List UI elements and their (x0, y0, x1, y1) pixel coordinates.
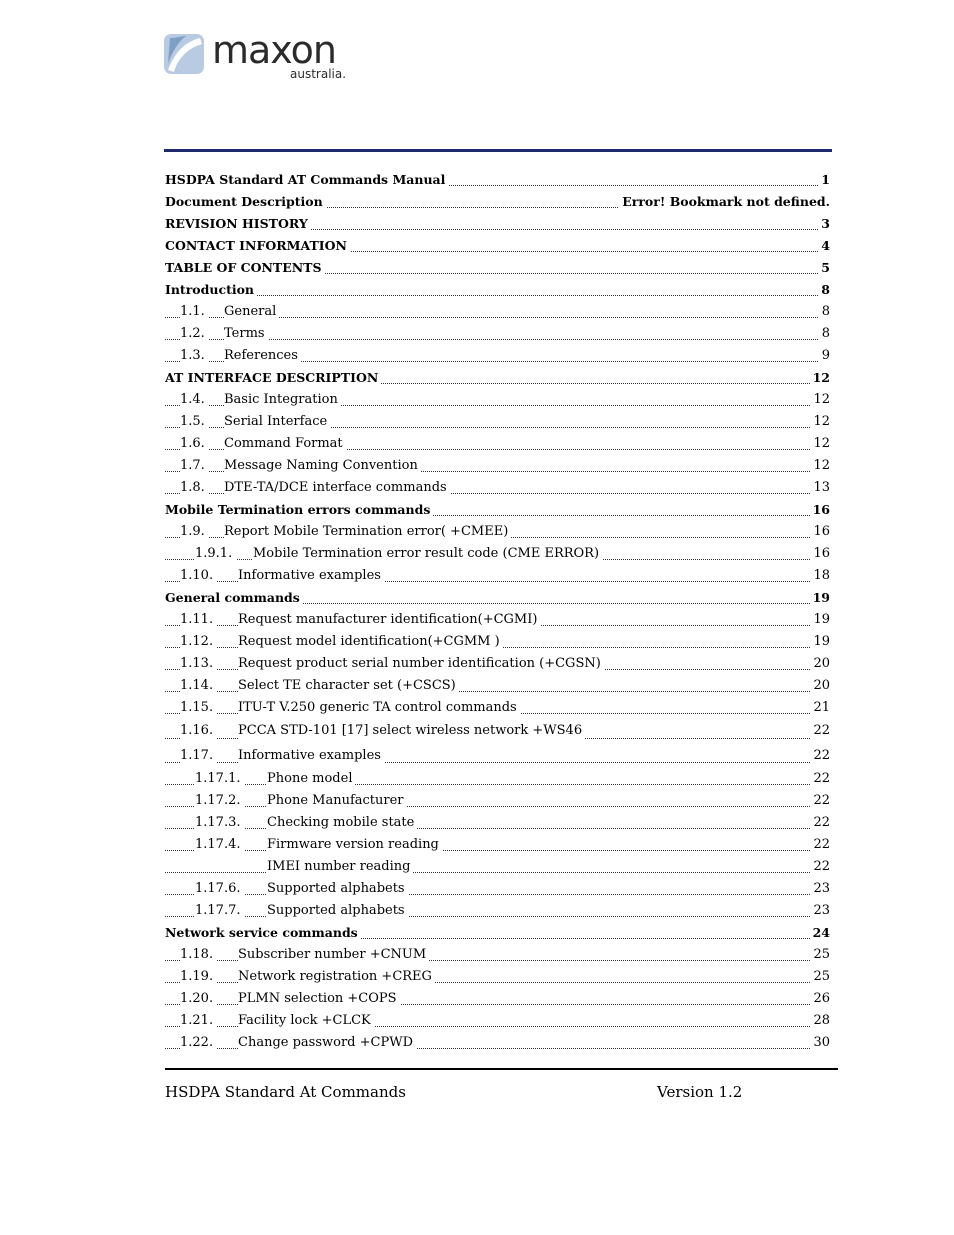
toc-entry-title: HSDPA Standard AT Commands Manual (165, 169, 448, 191)
toc-entry-title: Terms (224, 323, 268, 345)
toc-entry-page: 1 (818, 169, 830, 191)
toc-entry-title: Network service commands (165, 922, 361, 944)
toc-entry-title: Report Mobile Termination error( +CMEE) (224, 521, 511, 543)
toc-entry-title: Serial Interface (224, 411, 330, 433)
toc-entry[interactable] (165, 1010, 830, 1032)
toc-entry-number: 1.17.2. (195, 790, 244, 812)
toc-entry-number: 1.16. (180, 719, 217, 744)
toc-entry[interactable] (165, 719, 830, 744)
toc-entry[interactable] (165, 790, 830, 812)
toc-entry[interactable] (165, 812, 830, 834)
logo-wordmark: maxon (212, 28, 336, 72)
toc-entry-page: 23 (810, 900, 830, 922)
toc-entry-page: 12 (810, 455, 830, 477)
toc-entry-title: References (224, 345, 301, 367)
toc-entry-number: 1.2. (180, 323, 209, 345)
toc-dot-leader (165, 295, 830, 296)
toc-entry-number: 1.15. (180, 697, 217, 719)
toc-entry-page: 8 (818, 279, 830, 301)
toc-entry[interactable] (165, 367, 830, 389)
toc-entry-page: 12 (810, 367, 830, 389)
toc-entry-title: CONTACT INFORMATION (165, 235, 350, 257)
toc-entry-page: 12 (810, 411, 830, 433)
toc-entry-title: Change password +CPWD (238, 1032, 416, 1054)
toc-entry-page: 19 (810, 609, 830, 631)
toc-entry[interactable] (165, 944, 830, 966)
toc-entry-title: Request manufacturer identification(+CGMI) (238, 609, 540, 631)
toc-entry-title: Facility lock +CLCK (238, 1010, 374, 1032)
toc-entry-page: 18 (810, 565, 830, 587)
toc-entry[interactable] (165, 213, 830, 235)
toc-entry-title: Document Description (165, 191, 326, 213)
toc-entry[interactable] (165, 433, 830, 455)
toc-entry[interactable] (165, 697, 830, 719)
toc-entry-title: Informative examples (238, 565, 384, 587)
toc-entry-title: Supported alphabets (267, 878, 408, 900)
toc-entry-number: 1.17.1. (195, 768, 244, 790)
toc-entry[interactable] (165, 834, 830, 856)
toc-entry[interactable] (165, 900, 830, 922)
toc-entry-page: Error! Bookmark not defined. (619, 191, 830, 213)
toc-entry-title: Checking mobile state (267, 812, 417, 834)
toc-dot-leader (165, 806, 830, 807)
maxon-logo-mark-icon (164, 34, 204, 74)
toc-entry-number: 1.12. (180, 631, 217, 653)
toc-dot-leader (165, 916, 830, 917)
toc-entry[interactable] (165, 878, 830, 900)
toc-entry-number: 1.5. (180, 411, 209, 433)
toc-entry-number: 1.18. (180, 944, 217, 966)
toc-entry[interactable] (165, 389, 830, 411)
toc-entry-page: 8 (819, 301, 830, 323)
toc-entry-page: 22 (810, 812, 830, 834)
toc-entry-title: Phone model (267, 768, 355, 790)
toc-entry-page: 12 (810, 433, 830, 455)
toc-entry-title: PCCA STD-101 [17] select wireless network +WS46 (238, 719, 585, 744)
toc-entry-number: 1.13. (180, 653, 217, 675)
toc-entry-title: REVISION HISTORY (165, 213, 311, 235)
toc-entry[interactable] (165, 744, 830, 769)
toc-entry-page: 22 (810, 856, 830, 878)
toc-entry-page: 16 (810, 499, 830, 521)
toc-entry[interactable] (165, 768, 830, 790)
toc-entry-title: Firmware version reading (267, 834, 442, 856)
toc-entry-number: 1.22. (180, 1032, 217, 1054)
toc-entry-title: Basic Integration (224, 389, 341, 411)
toc-entry[interactable] (165, 543, 830, 565)
toc-entry[interactable] (165, 323, 830, 345)
toc-entry-page: 8 (819, 323, 830, 345)
toc-entry-page: 9 (819, 345, 830, 367)
toc-entry-number: 1.9.1. (195, 543, 236, 565)
toc-entry-number: 1.17.6. (195, 878, 244, 900)
toc-entry-number: 1.6. (180, 433, 209, 455)
toc-entry-number: 1.19. (180, 966, 217, 988)
toc-entry-title: Mobile Termination errors commands (165, 499, 433, 521)
toc-entry-number: 1.17.7. (195, 900, 244, 922)
toc-entry[interactable] (165, 675, 830, 697)
toc-entry-number: 1.8. (180, 477, 209, 499)
toc-entry-page: 13 (810, 477, 830, 499)
toc-entry-title: Request product serial number identification (+CGSN) (238, 653, 604, 675)
toc-entry[interactable] (165, 455, 830, 477)
toc-entry[interactable] (165, 191, 830, 213)
toc-entry-page: 19 (810, 631, 830, 653)
toc-entry-number: 1.17. (180, 744, 217, 769)
toc-entry-page: 23 (810, 878, 830, 900)
toc-entry[interactable] (165, 477, 830, 499)
toc-entry[interactable] (165, 922, 830, 944)
toc-entry-number: 1.21. (180, 1010, 217, 1032)
toc-entry-page: 21 (810, 697, 830, 719)
toc-entry-title: Network registration +CREG (238, 966, 435, 988)
toc-entry-page: 24 (810, 922, 830, 944)
toc-entry-title: Message Naming Convention (224, 455, 421, 477)
toc-entry[interactable] (165, 411, 830, 433)
footer-rule (165, 1068, 838, 1070)
toc-entry-page: 22 (810, 744, 830, 769)
toc-entry-title: PLMN selection +COPS (238, 988, 400, 1010)
toc-entry-title: Phone Manufacturer (267, 790, 407, 812)
toc-dot-leader (165, 872, 830, 873)
toc-entry-title: General commands (165, 587, 303, 609)
toc-dot-leader (165, 828, 830, 829)
toc-entry-page: 5 (818, 257, 830, 279)
toc-entry-page: 28 (810, 1010, 830, 1032)
toc-entry-number: 1.11. (180, 609, 217, 631)
toc-entry[interactable] (165, 988, 830, 1010)
toc-entry-page: 3 (818, 213, 830, 235)
toc-entry-title: ITU-T V.250 generic TA control commands (238, 697, 520, 719)
toc-entry-page: 16 (810, 521, 830, 543)
toc-dot-leader (165, 784, 830, 785)
toc-entry-title: Request model identification(+CGMM ) (238, 631, 503, 653)
toc-entry-number: 1.7. (180, 455, 209, 477)
toc-entry-page: 25 (810, 966, 830, 988)
toc-entry[interactable] (165, 345, 830, 367)
toc-entry-title: DTE-TA/DCE interface commands (224, 477, 450, 499)
toc-entry[interactable] (165, 631, 830, 653)
toc-entry-page: 22 (810, 834, 830, 856)
toc-entry-page: 19 (810, 587, 830, 609)
toc-entry-title: IMEI number reading (267, 856, 413, 878)
toc-entry-page: 26 (810, 988, 830, 1010)
toc-entry-number: 1.9. (180, 521, 209, 543)
toc-entry[interactable] (165, 499, 830, 521)
toc-entry-number: 1.14. (180, 675, 217, 697)
toc-entry[interactable] (165, 169, 830, 191)
toc-entry-page: 16 (810, 543, 830, 565)
toc-entry-title: Command Format (224, 433, 346, 455)
toc-entry-page: 20 (810, 675, 830, 697)
toc-entry[interactable] (165, 565, 830, 587)
toc-entry-number: 1.17.3. (195, 812, 244, 834)
header-rule (164, 149, 832, 152)
toc-entry[interactable] (165, 966, 830, 988)
toc-entry-number: 1.1. (180, 301, 209, 323)
toc-dot-leader (165, 894, 830, 895)
toc-entry-title: Mobile Termination error result code (CME ERROR) (253, 543, 602, 565)
footer-document-title: HSDPA Standard At Commands (165, 1083, 406, 1101)
toc-entry[interactable] (165, 1032, 830, 1054)
toc-entry-title: General (224, 301, 279, 323)
toc-entry-number: 1.3. (180, 345, 209, 367)
toc-entry[interactable] (165, 587, 830, 609)
toc-entry-number: 1.20. (180, 988, 217, 1010)
toc-entry-title: AT INTERFACE DESCRIPTION (165, 367, 381, 389)
toc-entry-page: 25 (810, 944, 830, 966)
toc-entry-number: 1.10. (180, 565, 217, 587)
toc-entry-title: TABLE OF CONTENTS (165, 257, 325, 279)
toc-entry-title: Introduction (165, 279, 257, 301)
toc-entry[interactable] (165, 856, 830, 878)
toc-entry-title: Select TE character set (+CSCS) (238, 675, 459, 697)
table-of-contents (165, 169, 830, 1054)
toc-entry-title: Supported alphabets (267, 900, 408, 922)
toc-entry-title: Informative examples (238, 744, 384, 769)
toc-entry-page: 20 (810, 653, 830, 675)
toc-entry-page: 22 (810, 719, 830, 744)
toc-dot-leader (165, 850, 830, 851)
maxon-logo (164, 28, 364, 84)
toc-entry-number: 1.17.4. (195, 834, 244, 856)
toc-entry-page: 30 (810, 1032, 830, 1054)
toc-entry[interactable] (165, 521, 830, 543)
toc-entry[interactable] (165, 235, 830, 257)
toc-entry-page: 22 (810, 790, 830, 812)
toc-entry[interactable] (165, 301, 830, 323)
toc-entry-page: 22 (810, 768, 830, 790)
toc-entry-page: 4 (818, 235, 830, 257)
toc-entry[interactable] (165, 653, 830, 675)
toc-entry[interactable] (165, 279, 830, 301)
toc-entry[interactable] (165, 609, 830, 631)
toc-entry-title: Subscriber number +CNUM (238, 944, 429, 966)
footer-version: Version 1.2 (657, 1083, 743, 1101)
logo-subtitle: australia. (290, 67, 347, 81)
toc-entry[interactable] (165, 257, 830, 279)
toc-entry-page: 12 (810, 389, 830, 411)
toc-entry-number: 1.4. (180, 389, 209, 411)
